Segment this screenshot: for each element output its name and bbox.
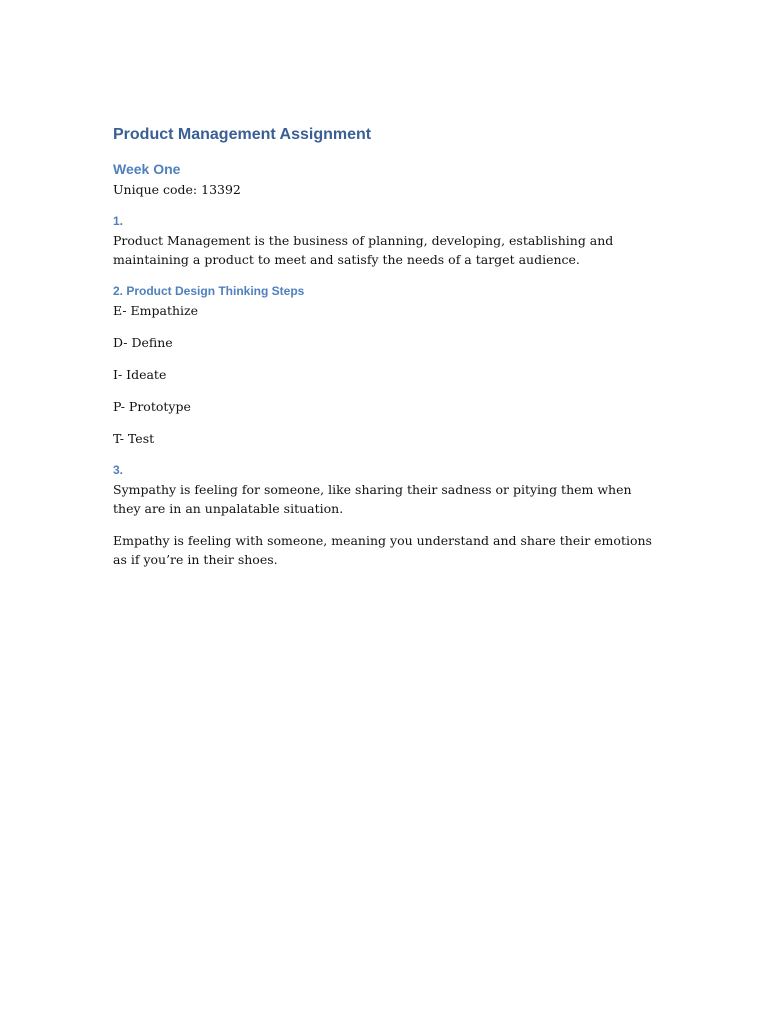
design-step-test: T- Test <box>113 431 155 446</box>
section-1-text: Product Management is the business of planning, developing, establishing and maintaining a product to meet and satisfy the needs of a target audience. <box>113 233 614 267</box>
design-step-define: D- Define <box>113 335 173 350</box>
section-2-heading: 2. Product Design Thinking Steps <box>113 284 305 298</box>
spacer <box>113 518 653 531</box>
sympathy-paragraph: Sympathy is feeling for someone, like sharing their sadness or pitying them when they are in an unpalatable situation. <box>113 482 632 516</box>
design-step-prototype: P- Prototype <box>113 399 191 414</box>
document-title: Product Management Assignment <box>113 126 372 143</box>
design-step-ideate: I- Ideate <box>113 367 167 382</box>
section-1-heading: 1. <box>113 214 124 228</box>
spacer <box>113 269 653 282</box>
empathy-paragraph: Empathy is feeling with someone, meaning you understand and share their emotions as if you’re in their shoes. <box>113 533 652 567</box>
week-heading: Week One <box>113 161 181 177</box>
design-step-empathize: E- Empathize <box>113 303 199 318</box>
section-3-heading: 3. <box>113 463 124 477</box>
spacer <box>113 199 653 212</box>
document-body <box>113 122 653 569</box>
unique-code: Unique code: 13392 <box>113 182 241 197</box>
